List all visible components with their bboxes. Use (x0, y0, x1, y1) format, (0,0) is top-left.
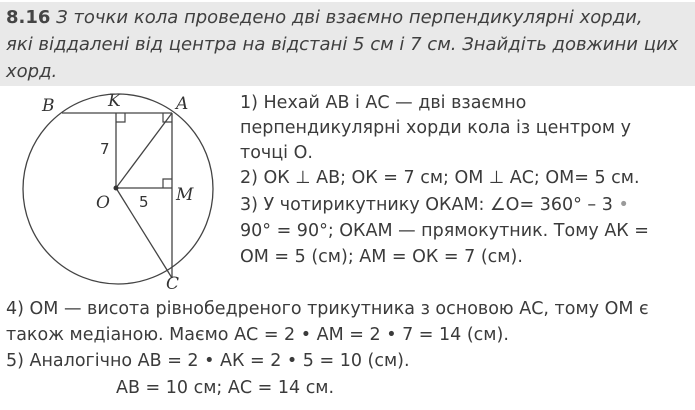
solution-step-1c: точці О. (240, 143, 313, 163)
solution-step-4b: також медіаною. Маємо АС = 2 • АМ = 2 • 7 = 14 (см). (6, 325, 509, 345)
right-angle-m (163, 179, 172, 188)
problem-text-1: З точки кола проведено дві взаємно перпендикулярні хорди, (56, 7, 643, 28)
label-c: C (166, 274, 180, 294)
geometry-diagram (0, 82, 240, 304)
solution-step-3a-text: 3) У чотирикутнику ОКАМ: ∠О= 360° – 3 (240, 195, 613, 215)
segment-oa (116, 113, 172, 188)
problem-line-3: хорд. (6, 61, 58, 82)
center-point (114, 186, 119, 191)
problem-line-1 (6, 6, 643, 30)
label-k: K (108, 91, 121, 111)
multiply-bullet: • (618, 195, 629, 215)
solution-step-1a: 1) Нехай АВ і АС — дві взаємно (240, 93, 527, 113)
solution-step-4a: 4) ОМ — висота рівнобедреного трикутника з основою АС, тому ОМ є (6, 299, 649, 319)
solution-step-3c: ОМ = 5 (см); АМ = ОК = 7 (см). (240, 247, 523, 267)
label-length-om: 5 (139, 193, 149, 211)
label-length-ok: 7 (100, 140, 110, 158)
solution-step-2: 2) ОК ⊥ АВ; ОК = 7 см; ОМ ⊥ АС; ОМ= 5 см. (240, 168, 640, 188)
label-b: B (42, 96, 55, 116)
solution-step-5: 5) Аналогічно АВ = 2 • АК = 2 • 5 = 10 (см). (6, 351, 410, 371)
problem-line-2: які віддалені від центра на відстані 5 см і 7 см. Знайдіть довжини цих (6, 34, 679, 55)
problem-number: 8.16 (6, 7, 51, 28)
label-m: M (176, 185, 194, 205)
right-angle-k (116, 113, 125, 122)
label-a: A (176, 94, 189, 114)
solution-step-1b: перпендикулярні хорди кола із центром у (240, 118, 631, 138)
answer-line: АВ = 10 см; АС = 14 см. (116, 378, 335, 398)
solution-step-3a (240, 193, 629, 217)
label-o: O (96, 193, 110, 213)
solution-step-3b: 90° = 90°; ОКАМ — прямокутник. Тому АК = (240, 221, 649, 241)
